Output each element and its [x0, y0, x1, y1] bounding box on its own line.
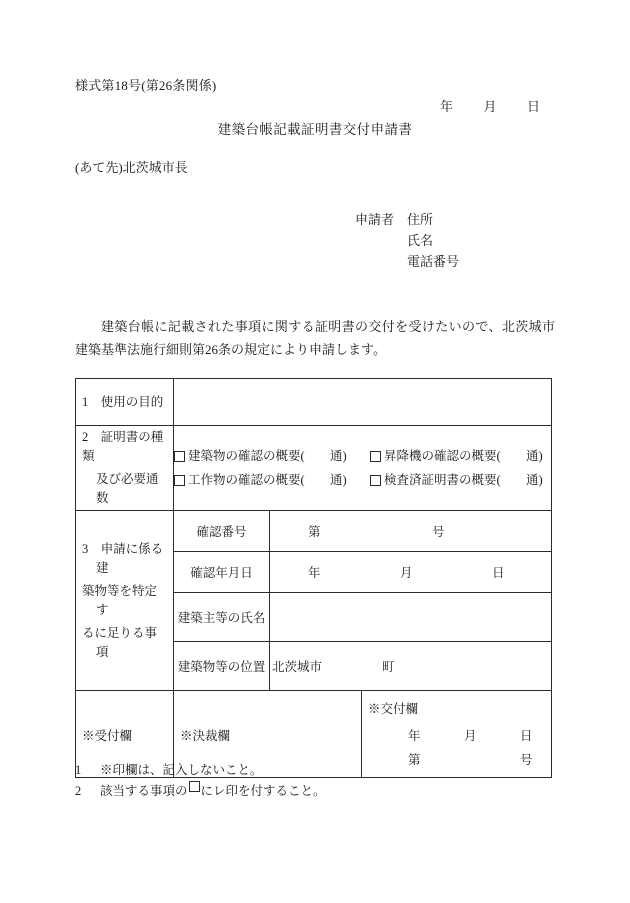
table-row-purpose [76, 379, 552, 426]
location-town: 町 [382, 660, 395, 674]
checkbox-icon[interactable] [174, 475, 185, 486]
certificate-options-cell [174, 426, 552, 511]
issue-date-line [372, 724, 541, 748]
issue-date-month: 月 [464, 729, 477, 743]
confirm-date-line [270, 563, 551, 581]
footnote-number: 2 [75, 784, 82, 798]
issue-number-suffix: 号 [520, 753, 533, 767]
footnote-text-before: 該当する事項の [100, 784, 188, 798]
certificate-type-label-line1: 2 証明書の種類 [82, 430, 164, 463]
checkbox-option-unit: 通) [526, 448, 543, 463]
issue-details [362, 718, 551, 772]
checkbox-option-elevator[interactable] [370, 447, 551, 466]
checkbox-icon[interactable] [174, 451, 185, 462]
purpose-label: 1 使用の目的 [82, 394, 164, 409]
issue-date-day: 日 [520, 729, 533, 743]
header-date-month: 月 [483, 99, 497, 114]
issue-cell [362, 691, 552, 778]
confirm-date-value-cell[interactable] [270, 552, 552, 593]
application-table [75, 378, 552, 778]
footnotes [75, 760, 326, 802]
applicant-label: 申請者 [355, 212, 395, 227]
footnote-text-after: にレ印を付すること。 [200, 784, 326, 798]
owner-name-value-cell[interactable] [270, 593, 552, 642]
addressee: (あて先)北茨城市長 [75, 160, 188, 175]
purpose-label-cell [76, 379, 174, 426]
issue-label: ※交付欄 [368, 702, 419, 716]
footnote-text: ※印欄は、記入しないこと。 [100, 763, 263, 777]
particulars-label-cell [76, 511, 174, 691]
particulars-label-line1: 3 申請に係る建 [82, 541, 164, 575]
document-title: 建築台帳記載証明書交付申請書 [217, 122, 413, 137]
issue-number-line [372, 748, 541, 772]
checkbox-option-label: 昇降機の確認の概要( [384, 448, 501, 463]
confirm-number-value-cell[interactable] [270, 511, 552, 552]
table-row-particulars-confirm-no [76, 511, 552, 552]
footnote-2 [75, 781, 326, 802]
purpose-value-cell[interactable] [174, 379, 552, 426]
location-label: 建築物等の位置 [174, 642, 270, 691]
owner-name-label: 建築主等の氏名 [174, 593, 270, 642]
applicant-spacer [355, 251, 407, 272]
confirm-date-day: 日 [492, 566, 505, 580]
checkbox-option-inspection-certificate[interactable] [370, 471, 551, 490]
confirm-date-label: 確認年月日 [174, 552, 270, 593]
footnote-number: 1 [75, 763, 82, 777]
issue-date-year: 年 [408, 729, 421, 743]
footnote-1 [75, 760, 326, 781]
confirm-number-line [270, 522, 551, 540]
confirm-number-label: 確認番号 [174, 511, 270, 552]
applicant-phone-row [355, 251, 459, 272]
confirm-number-suffix: 号 [432, 525, 445, 539]
certificate-type-label-cell [76, 426, 174, 511]
table-row-certificate-type [76, 426, 552, 511]
approval-label: ※決裁欄 [180, 729, 231, 743]
form-number: 様式第18号(第26条関係) [75, 78, 217, 93]
location-line [270, 657, 551, 675]
applicant-phone-label: 電話番号 [407, 254, 460, 269]
issue-number-prefix: 第 [408, 753, 421, 767]
confirm-number-prefix: 第 [308, 525, 321, 539]
body-paragraph: 建築台帳に記載された事項に関する証明書の交付を受けたいので、北茨城市建築基準法施行細則第26条の規定により申請します。 [75, 319, 555, 357]
checkbox-option-label: 建築物の確認の概要( [188, 448, 305, 463]
applicant-name-row [355, 230, 459, 251]
checkbox-icon[interactable] [370, 451, 381, 462]
confirm-date-year: 年 [308, 566, 321, 580]
header-date-day: 日 [526, 99, 540, 114]
checkbox-option-unit: 通) [526, 472, 543, 487]
checkbox-option-label: 検査済証明書の概要( [384, 472, 501, 487]
checkbox-option-unit: 通) [330, 448, 347, 463]
location-value-cell[interactable] [270, 642, 552, 691]
applicant-address-label: 住所 [407, 212, 434, 227]
location-city: 北茨城市 [272, 660, 323, 674]
confirm-date-month: 月 [400, 566, 413, 580]
checkbox-option-unit: 通) [330, 472, 347, 487]
particulars-label-line2: 築物等を特定す [82, 583, 158, 617]
checkbox-icon[interactable] [370, 475, 381, 486]
applicant-address-row [355, 209, 459, 230]
applicant-spacer [355, 230, 407, 251]
header-date-year: 年 [440, 99, 454, 114]
applicant-block [355, 209, 459, 272]
checkbox-option-label: 工作物の確認の概要( [188, 472, 305, 487]
particulars-label-line3: るに足りる事項 [82, 625, 158, 659]
certificate-type-label-line2: 及び必要通数 [96, 472, 159, 505]
checkbox-icon [189, 781, 200, 792]
certificate-options-grid [174, 447, 551, 490]
applicant-name-label: 氏名 [407, 233, 434, 248]
checkbox-option-building[interactable] [174, 447, 370, 466]
checkbox-option-structure[interactable] [174, 471, 370, 490]
reception-label: ※受付欄 [82, 729, 133, 743]
header-date-line [440, 96, 540, 115]
